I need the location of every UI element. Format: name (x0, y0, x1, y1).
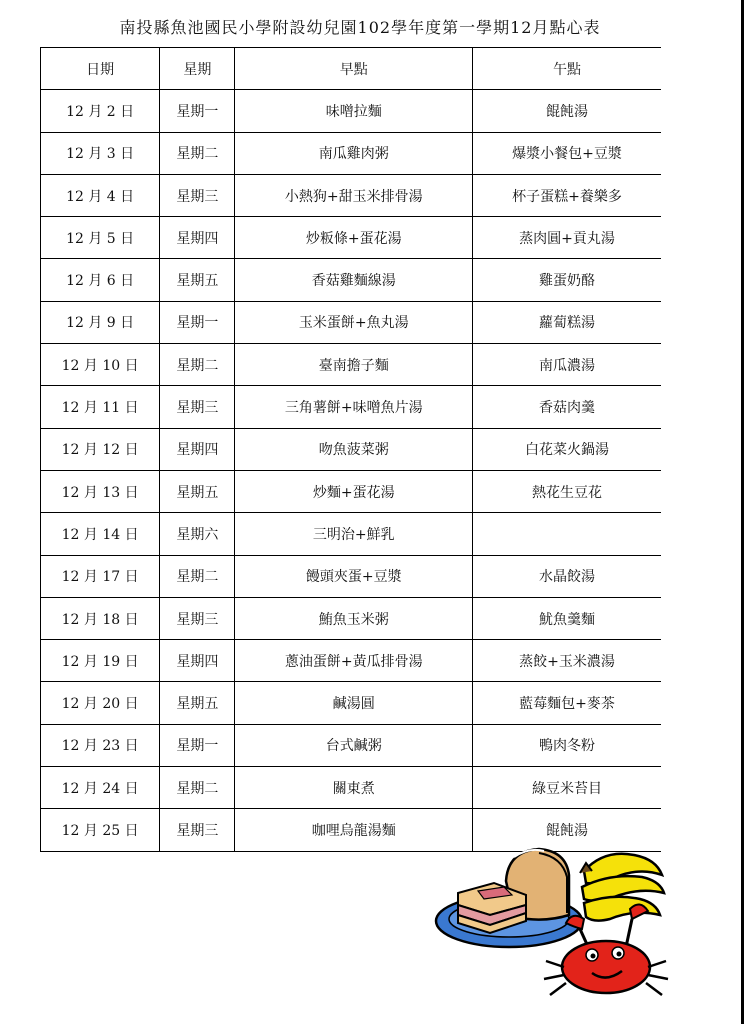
cell-weekday: 星期四 (160, 428, 235, 470)
table-row (41, 301, 662, 343)
cell-morning-snack: 炒麵+蛋花湯 (235, 470, 473, 512)
cell-afternoon-snack: 水晶餃湯 (473, 555, 661, 597)
table-row (41, 90, 662, 132)
bread-plate-icon (436, 849, 582, 947)
header-weekday: 星期 (160, 48, 235, 90)
table-row (41, 259, 662, 301)
cell-morning-snack: 炒粄條+蛋花湯 (235, 217, 473, 259)
table-row (41, 767, 662, 809)
cell-weekday: 星期二 (160, 767, 235, 809)
cell-date: 12 月 12 日 (41, 428, 160, 470)
header-morning-snack: 早點 (235, 48, 473, 90)
cell-date: 12 月 9 日 (41, 301, 160, 343)
cell-weekday: 星期一 (160, 90, 235, 132)
cell-date: 12 月 3 日 (41, 132, 160, 174)
cell-afternoon-snack: 熱花生豆花 (473, 470, 661, 512)
cell-date: 12 月 20 日 (41, 682, 160, 724)
table-row (41, 724, 662, 766)
cell-morning-snack: 鹹湯圓 (235, 682, 473, 724)
table-row (41, 640, 662, 682)
cell-afternoon-snack: 杯子蛋糕+養樂多 (473, 174, 661, 216)
cell-weekday: 星期三 (160, 597, 235, 639)
cell-afternoon-snack: 餛飩湯 (473, 809, 661, 851)
cell-date: 12 月 5 日 (41, 217, 160, 259)
cell-morning-snack: 南瓜雞肉粥 (235, 132, 473, 174)
table-row (41, 513, 662, 555)
cell-date: 12 月 2 日 (41, 90, 160, 132)
cell-morning-snack: 鮪魚玉米粥 (235, 597, 473, 639)
cell-date: 12 月 14 日 (41, 513, 160, 555)
cell-weekday: 星期一 (160, 724, 235, 766)
cell-afternoon-snack: 藍莓麵包+麥茶 (473, 682, 661, 724)
cell-morning-snack: 香菇雞麵線湯 (235, 259, 473, 301)
banana-icon (580, 854, 664, 921)
cell-morning-snack: 小熱狗+甜玉米排骨湯 (235, 174, 473, 216)
cell-morning-snack: 三明治+鮮乳 (235, 513, 473, 555)
table-row (41, 132, 662, 174)
cell-weekday: 星期四 (160, 217, 235, 259)
cell-afternoon-snack: 蘿蔔糕湯 (473, 301, 661, 343)
cell-afternoon-snack: 蒸肉圓+貢丸湯 (473, 217, 661, 259)
table-row (41, 217, 662, 259)
table-row (41, 555, 662, 597)
table-header-row (41, 48, 662, 90)
cell-date: 12 月 25 日 (41, 809, 160, 851)
cell-weekday: 星期五 (160, 259, 235, 301)
snack-schedule-table (40, 47, 661, 852)
cell-afternoon-snack: 鴨肉冬粉 (473, 724, 661, 766)
cell-weekday: 星期二 (160, 555, 235, 597)
cell-date: 12 月 6 日 (41, 259, 160, 301)
cell-morning-snack: 玉米蛋餅+魚丸湯 (235, 301, 473, 343)
cell-morning-snack: 吻魚菠菜粥 (235, 428, 473, 470)
cell-afternoon-snack: 魷魚羹麵 (473, 597, 661, 639)
cell-morning-snack: 三角薯餅+味噌魚片湯 (235, 386, 473, 428)
cell-morning-snack: 台式鹹粥 (235, 724, 473, 766)
table-row (41, 386, 662, 428)
cell-weekday: 星期五 (160, 470, 235, 512)
cell-afternoon-snack: 白花菜火鍋湯 (473, 428, 661, 470)
cell-weekday: 星期五 (160, 682, 235, 724)
cell-morning-snack: 味噌拉麵 (235, 90, 473, 132)
cell-date: 12 月 13 日 (41, 470, 160, 512)
page-title: 南投縣魚池國民小學附設幼兒園102學年度第一學期12月點心表 (119, 18, 601, 37)
cell-morning-snack: 臺南擔子麵 (235, 344, 473, 386)
cell-weekday: 星期三 (160, 809, 235, 851)
table-row (41, 174, 662, 216)
cell-weekday: 星期四 (160, 640, 235, 682)
cell-date: 12 月 11 日 (41, 386, 160, 428)
cell-afternoon-snack: 綠豆米苔目 (473, 767, 661, 809)
cell-morning-snack: 饅頭夾蛋+豆漿 (235, 555, 473, 597)
cell-afternoon-snack (473, 513, 661, 555)
table-row (41, 470, 662, 512)
cell-afternoon-snack: 香菇肉羹 (473, 386, 661, 428)
cell-weekday: 星期三 (160, 386, 235, 428)
cell-afternoon-snack: 雞蛋奶酪 (473, 259, 661, 301)
cell-afternoon-snack: 蒸餃+玉米濃湯 (473, 640, 661, 682)
cell-morning-snack: 蔥油蛋餅+黃瓜排骨湯 (235, 640, 473, 682)
cell-weekday: 星期二 (160, 132, 235, 174)
header-afternoon-snack: 午點 (473, 48, 661, 90)
cell-date: 12 月 10 日 (41, 344, 160, 386)
table-row (41, 428, 662, 470)
cell-date: 12 月 4 日 (41, 174, 160, 216)
cell-morning-snack: 咖哩烏龍湯麵 (235, 809, 473, 851)
cell-date: 12 月 24 日 (41, 767, 160, 809)
cell-afternoon-snack: 餛飩湯 (473, 90, 661, 132)
cell-afternoon-snack: 南瓜濃湯 (473, 344, 661, 386)
cell-date: 12 月 23 日 (41, 724, 160, 766)
cell-date: 12 月 17 日 (41, 555, 160, 597)
table-row (41, 597, 662, 639)
cell-afternoon-snack: 爆漿小餐包+豆漿 (473, 132, 661, 174)
cell-date: 12 月 19 日 (41, 640, 160, 682)
cell-date: 12 月 18 日 (41, 597, 160, 639)
cell-weekday: 星期六 (160, 513, 235, 555)
cell-weekday: 星期一 (160, 301, 235, 343)
table-row (41, 344, 662, 386)
cell-morning-snack: 關東煮 (235, 767, 473, 809)
header-date: 日期 (41, 48, 160, 90)
food-illustration (434, 843, 669, 1003)
cell-weekday: 星期三 (160, 174, 235, 216)
table-row (41, 682, 662, 724)
cell-weekday: 星期二 (160, 344, 235, 386)
